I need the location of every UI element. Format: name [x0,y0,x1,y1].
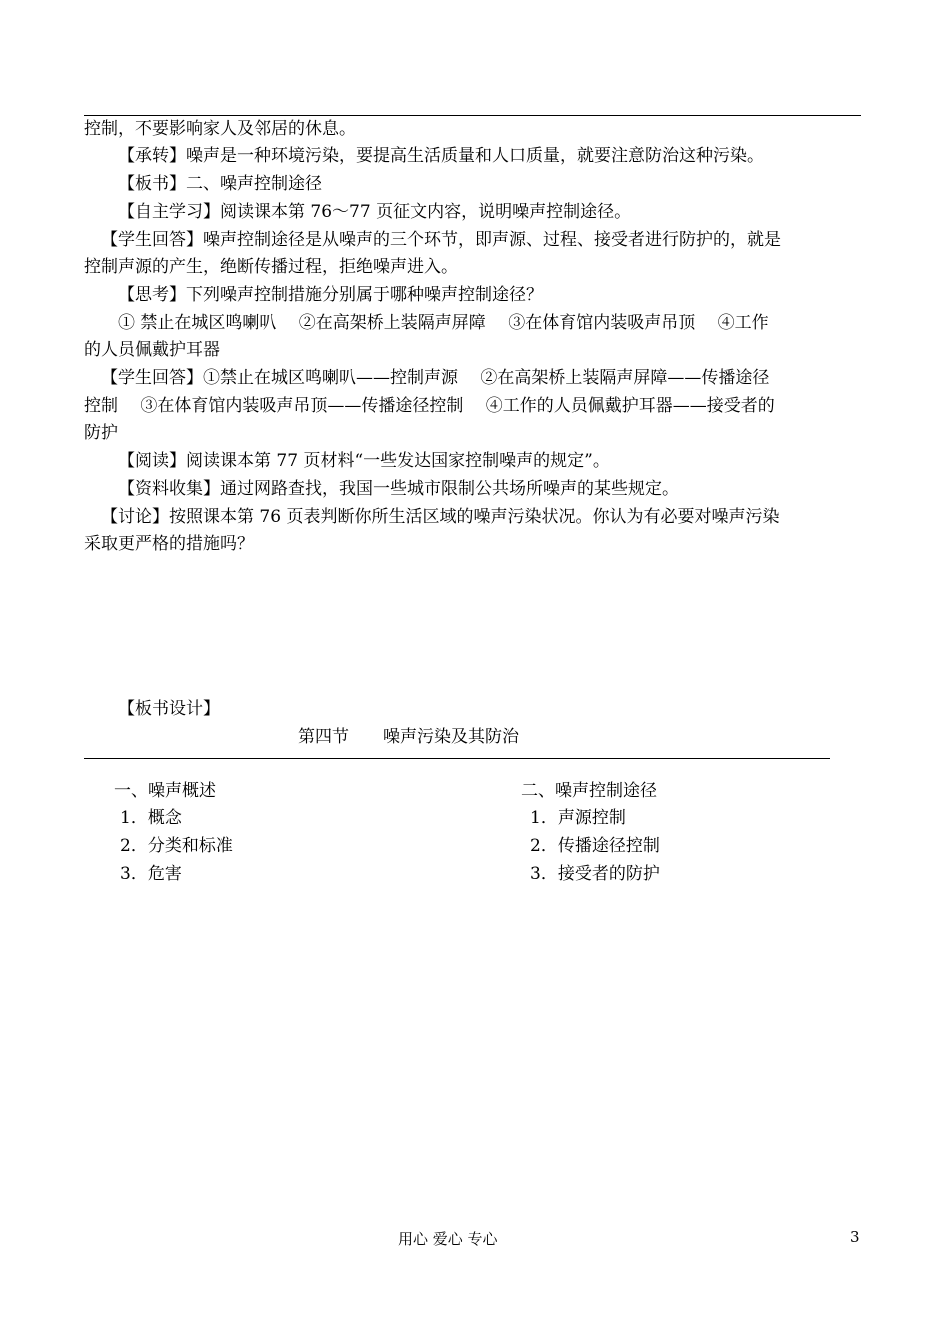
board-right-item: 3．接受者的防护 [530,864,660,884]
paragraph-self-study: 【自主学习】阅读课本第 76～77 页征文内容，说明噪声控制途径。 [118,202,632,222]
page-number: 3 [850,1228,860,1246]
paragraph-discussion-line1: 【讨论】按照课本第 76 页表判断你所生活区域的噪声污染状况。你认为有必要对噪声污染 [101,507,780,527]
board-left-item: 3．危害 [120,864,182,884]
board-left-item: 1．概念 [120,808,182,828]
paragraph-reading: 【阅读】阅读课本第 77 页材料“一些发达国家控制噪声的规定”。 [118,451,610,471]
board-right-header: 二、噪声控制途径 [521,781,657,801]
paragraph-think: 【思考】下列噪声控制措施分别属于哪种噪声控制途径？ [118,285,543,305]
paragraph-discussion-line2: 采取更严格的措施吗？ [84,534,254,554]
paragraph-measures-line1: ① 禁止在城区鸣喇叭 ②在高架桥上装隔声屏障 ③在体育馆内装吸声吊顶 ④工作 [118,313,769,333]
board-divider-rule [84,758,830,759]
paragraph-data-collection: 【资料收集】通过网路查找，我国一些城市限制公共场所噪声的某些规定。 [118,479,679,499]
paragraph-continuation: 控制，不要影响家人及邻居的休息。 [84,119,356,139]
paragraph-student-answer-2-line2: 控制 ③在体育馆内装吸声吊顶——传播途径控制 ④工作的人员佩戴护耳器——接受者的 [84,396,775,416]
paragraph-student-answer-2-line1: 【学生回答】①禁止在城区鸣喇叭——控制声源 ②在高架桥上装隔声屏障——传播途径 [101,368,770,388]
paragraph-board-note: 【板书】二、噪声控制途径 [118,174,322,194]
paragraph-measures-line2: 的人员佩戴护耳器 [84,340,220,360]
paragraph-student-answer-1-line1: 【学生回答】噪声控制途径是从噪声的三个环节，即声源、过程、接受者进行防护的，就是 [101,230,781,250]
board-right-item: 2．传播途径控制 [530,836,660,856]
board-design-heading: 【板书设计】 [118,699,220,719]
board-right-item: 1．声源控制 [530,808,626,828]
footer-motto: 用心 爱心 专心 [398,1230,498,1248]
board-left-item: 2．分类和标准 [120,836,233,856]
board-left-header: 一、噪声概述 [114,781,216,801]
paragraph-student-answer-2-line3: 防护 [84,423,118,443]
paragraph-transition: 【承转】噪声是一种环境污染，要提高生活质量和人口质量，就要注意防治这种污染。 [118,146,764,166]
paragraph-student-answer-1-line2: 控制声源的产生，绝断传播过程，拒绝噪声进入。 [84,257,458,277]
board-title: 第四节 噪声污染及其防治 [298,727,519,747]
